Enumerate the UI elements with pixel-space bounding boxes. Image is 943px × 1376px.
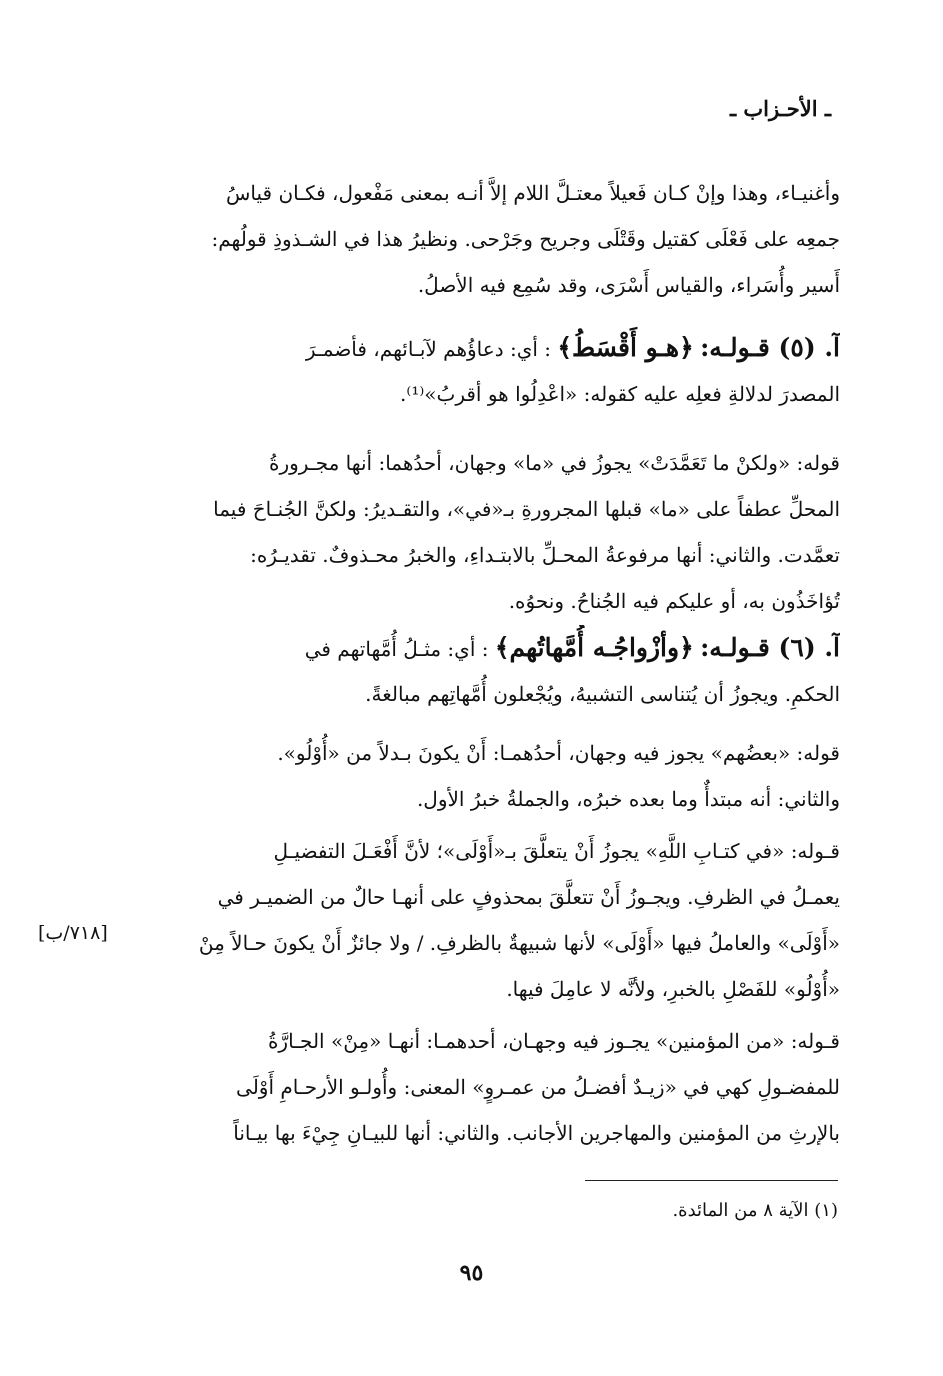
- paragraph-5: [120, 730, 840, 822]
- text-line: [120, 325, 840, 371]
- text-line: قوله: «ولكنْ ما تَعَمَّدَتْ» يجوزُ في «ما» وجهان، أحدُهما: أنها مجـرورةُ: [269, 451, 840, 475]
- verse-marker: آ. (٦) قـولـه:: [700, 633, 840, 662]
- verse-marker: آ. (٥) قـولـه:: [700, 333, 840, 362]
- quran-quote: ﴿هـو أَقْسَطُ﴾: [557, 333, 694, 362]
- paragraph-1: [120, 170, 840, 308]
- text-line: قـوله: «من المؤمنين» يجـوز فيه وجهـان، أحدهمـا: أنهـا «مِنْ» الجـارَّةُ: [267, 1029, 840, 1053]
- text-line: وأغنيـاء، وهذا وإنْ كـان فَعيلاً معتـلَّ اللام إلاَّ أنـه بمعنى مَفْعول، فكـان قياسُ: [225, 181, 840, 205]
- text-line: قـوله: «في كتـابِ اللَّهِ» يجوزُ أَنْ يتعلَّقَ بـ«أَوْلَى»؛ لأنَّ أَفْعَـلَ التفضيـلِ: [273, 839, 840, 863]
- text-line: أَسير وأُسَراء، والقياس أَسْرَى، وقد سُمِع فيه الأصلُ.: [417, 273, 840, 297]
- paragraph-verse-5: [120, 325, 840, 417]
- manuscript-folio-ref: [٧١٨/ب]: [38, 922, 108, 944]
- text-line: تعمَّدت. والثاني: أنها مرفوعةُ المحـلِّ بالابتـداءِ، والخبرُ محـذوفٌ. تقديـرُه:: [250, 543, 840, 567]
- text-line: [120, 625, 840, 671]
- text-line: المحلِّ عطفاً على «ما» قبلها المجرورةِ بـ«في»، والتقـديرُ: ولكنَّ الجُنـاحَ فيما: [213, 497, 840, 521]
- paragraph-verse-6: [120, 625, 840, 717]
- footnote: (١) الآية ٨ من المائدة.: [672, 1200, 838, 1221]
- running-head: ـ الأحـزاب ـ: [729, 96, 831, 121]
- verse-commentary: : أي: مثـلُ أُمَّهاتهم في: [304, 637, 489, 661]
- text-line: الحكمِ. ويجوزُ أن يُتناسى التشبيهُ، ويُجْعلون أُمَّهاتِهم مبالغةً.: [365, 682, 840, 706]
- page-number: ٩٥: [459, 1260, 484, 1286]
- text-line: للمفضـولِ كهي في «زيـدٌ أفضـلُ من عمـروٍ» المعنى: وأُولـو الأرحـامِ أَوْلَى: [236, 1075, 840, 1099]
- footnote-divider: [585, 1180, 838, 1181]
- quran-quote: ﴿وأزْواجُـه أُمَّهاتُهم﴾: [494, 633, 694, 662]
- text-line: والثاني: أنه مبتدأٌ وما بعده خبرُه، والجملةُ خبرُ الأول.: [416, 787, 840, 811]
- text-line: جمعِه على فَعْلَى كقتيل وقَتْلَى وجريح وجَرْحى. ونظيرُ هذا في الشـذوذِ قولُهم:: [211, 227, 840, 251]
- text-line: «أُوْلُو» للفَصْلِ بالخبرِ، ولأنَّه لا عامِلَ فيها.: [506, 977, 840, 1001]
- text-line: «أَوْلَى» والعاملُ فيها «أَوْلَى» لأنها شبيهةٌ بالظرفِ. / ولا جائزٌ أَنْ يكونَ حـالاً مِنْ: [198, 931, 840, 955]
- verse-commentary: : أي: دعاؤُهم لآبـائهم، فأضمـرَ: [305, 337, 551, 361]
- paragraph-3: [120, 440, 840, 624]
- paragraph-7: [120, 1018, 840, 1156]
- text-line: يعمـلُ في الظرفِ. ويجـوزُ أَنْ تتعلَّقَ بمحذوفٍ على أنهـا حالٌ من الضميـر في: [217, 885, 840, 909]
- paragraph-6: [120, 828, 840, 1012]
- text-line: بالإرثِ من المؤمنين والمهاجرين الأجانب. والثاني: أنها للبيـانِ جِيْءَ بها بيـاناً: [233, 1121, 840, 1145]
- text-line: تُؤاخَذُون به، أو عليكم فيه الجُناحُ. ونحوُه.: [508, 589, 840, 613]
- text-line: قوله: «بعضُهم» يجوز فيه وجهان، أحدُهمـا: أَنْ يكونَ بـدلاً من «أُوْلُو».: [277, 741, 840, 765]
- text-line: المصدرَ لدلالةِ فعلِه عليه كقوله: «اعْدِلُوا هو أقربُ»⁽¹⁾.: [400, 382, 840, 406]
